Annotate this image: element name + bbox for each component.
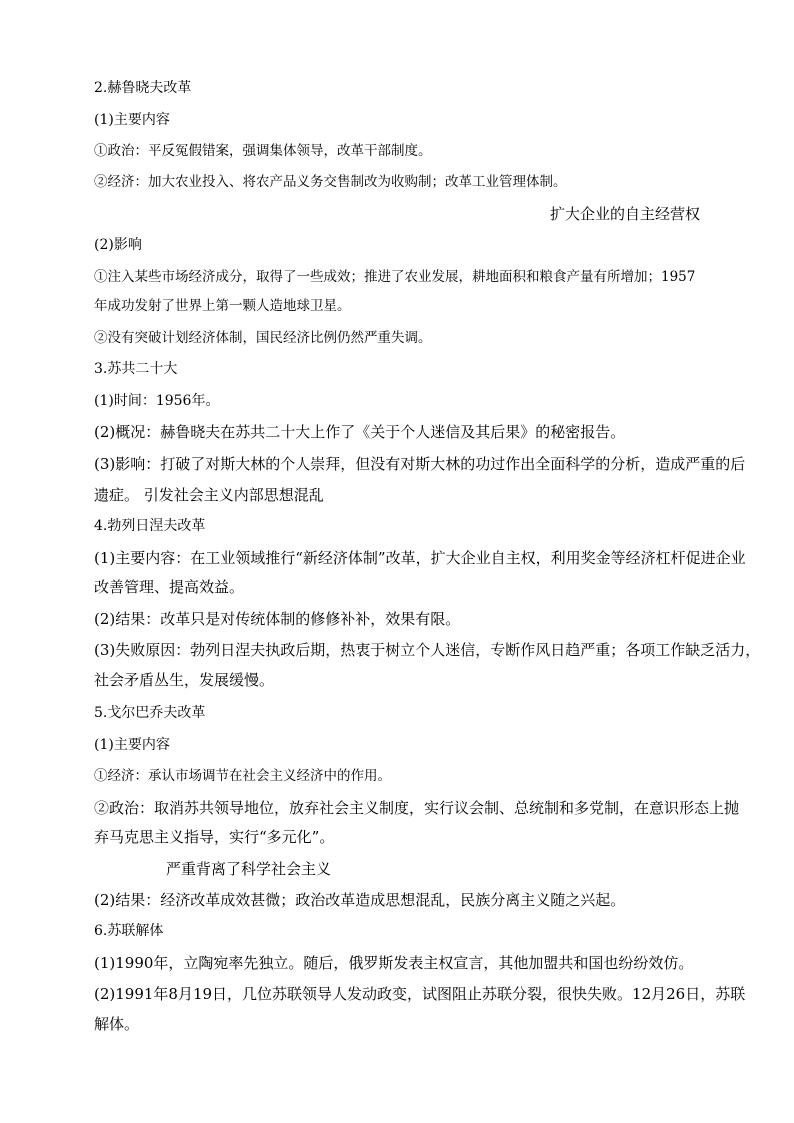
section-heading: 4.勃列日涅夫改革 xyxy=(94,518,206,534)
paragraph: (2)结果：改革只是对传统体制的修修补补，效果有限。 xyxy=(94,610,461,628)
paragraph: (1)主要内容：在工业领域推行“新经济体制”改革，扩大企业自主权，利用奖金等经济杠杆促进企业 xyxy=(94,549,746,567)
paragraph: (1)时间：1956年。 xyxy=(94,393,220,409)
paragraph: (3)影响：打破了对斯大林的个人崇拜，但没有对斯大林的功过作出全面科学的分析，造成严重的后 xyxy=(94,455,746,473)
paragraph: ①注入某些市场经济成分，取得了一些成效；推进了农业发展，耕地面积和粮食产量有所增加；1957 xyxy=(94,269,696,285)
paragraph: 年成功发射了世界上第一颗人造地球卫星。 xyxy=(94,298,351,314)
paragraph: (1)1990年，立陶宛率先独立。随后，俄罗斯发表主权宣言，其他加盟共和国也纷纷效仿。 xyxy=(94,954,694,972)
paragraph: ②没有突破计划经济体制，国民经济比例仍然严重失调。 xyxy=(94,330,432,346)
paragraph: ②经济：加大农业投入、将农产品义务交售制改为收购制；改革工业管理体制。 xyxy=(94,174,567,190)
paragraph: ①经济：承认市场调节在社会主义经济中的作用。 xyxy=(94,768,391,784)
paragraph: ②政治：取消苏共领导地位，放弃社会主义制度，实行议会制、总统制和多党制，在意识形态上抛 xyxy=(94,799,740,817)
section-heading: 5.戈尔巴乔夫改革 xyxy=(94,705,206,721)
handwritten-note: 严重背离了科学社会主义 xyxy=(166,860,332,878)
section-heading: 6.苏联解体 xyxy=(94,923,164,939)
paragraph: 社会矛盾丛生，发展缓慢。 xyxy=(94,671,275,689)
paragraph: 弃马克思主义指导，实行“多元化”。 xyxy=(94,828,335,846)
handwritten-note: 扩大企业的自主经营权 xyxy=(549,205,700,223)
paragraph: ①政治：平反冤假错案，强调集体领导，改革干部制度。 xyxy=(94,143,432,159)
paragraph: (2)概况：赫鲁晓夫在苏共二十大上作了《关于个人迷信及其后果》的秘密报告。 xyxy=(94,423,626,441)
paragraph: (2)结果：经济改革成效甚微；政治改革造成思想混乱，民族分离主义随之兴起。 xyxy=(94,891,626,909)
section-heading: 3.苏共二十大 xyxy=(94,361,178,377)
section-heading: 2.赫鲁晓夫改革 xyxy=(94,80,192,96)
subheading: (2)影响 xyxy=(94,237,142,253)
paragraph: (3)失败原因：勃列日涅夫执政后期，热衷于树立个人迷信，专断作风日趋严重；各项工作缺乏活力， xyxy=(94,641,761,659)
paragraph: 遗症。 引发社会主义内部思想混乱 xyxy=(94,486,324,504)
paragraph: 改善管理、提高效益。 xyxy=(94,578,245,596)
subheading: (1)主要内容 xyxy=(94,112,170,128)
paragraph: (2)1991年8月19日，几位苏联领导人发动政变，试图阻止苏联分裂，很快失败。12月26日，苏联 xyxy=(94,985,746,1003)
subheading: (1)主要内容 xyxy=(94,737,170,753)
paragraph: 解体。 xyxy=(94,1015,140,1033)
